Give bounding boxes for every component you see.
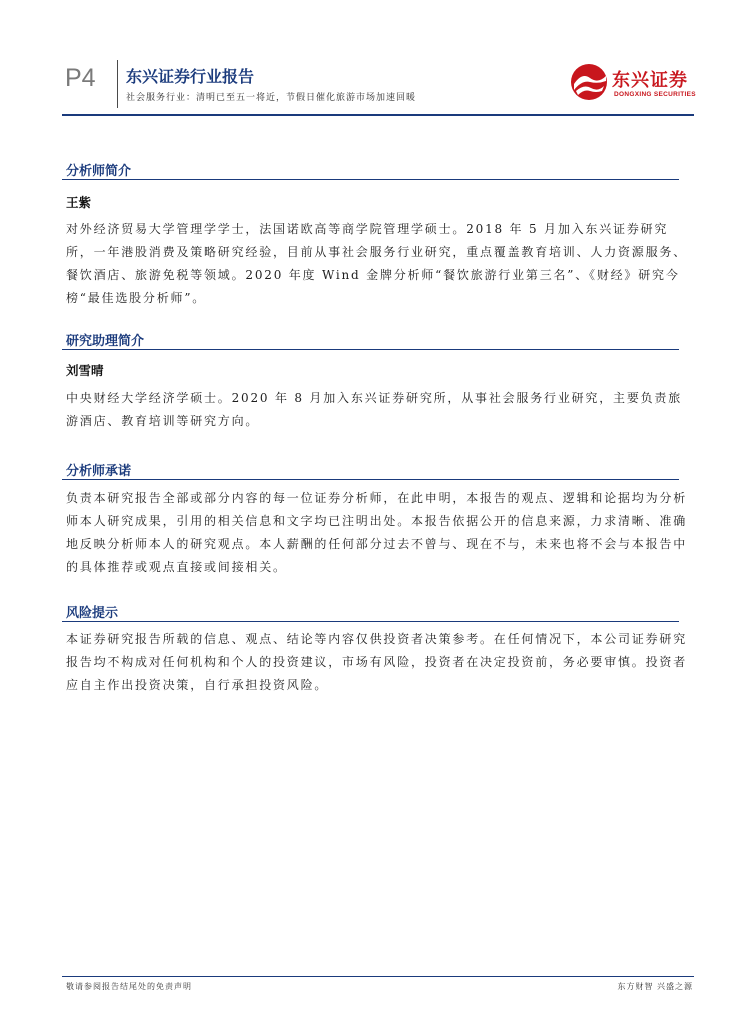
section-rule bbox=[62, 179, 679, 180]
logo-name-en: DONGXING SECURITIES bbox=[614, 91, 696, 98]
header-rule bbox=[62, 114, 694, 116]
logo-name-cn: 东兴证券 bbox=[612, 70, 688, 91]
section-title-analyst-pledge: 分析师承诺 bbox=[66, 464, 132, 479]
header-divider bbox=[117, 60, 118, 108]
section-title-analyst-intro: 分析师简介 bbox=[66, 164, 132, 179]
footer-slogan: 东方财智 兴盛之源 bbox=[617, 982, 693, 991]
analyst-name: 王紫 bbox=[66, 195, 92, 210]
report-type-title: 东兴证券行业报告 bbox=[126, 67, 255, 86]
footer-rule bbox=[62, 976, 694, 977]
analyst-bio: 对外经济贸易大学管理学学士，法国诺欧高等商学院管理学硕士。2018 年 5 月加入东兴证券研究所，一年港股消费及策略研究经验，目前从事社会服务行业研究，重点覆盖教育培训、人力资源服务、餐饮酒店、旅游免税等领域。2020 年度 Wind 金牌分析师“餐饮旅游行业第三名”、《财经》研究今榜“最佳选股分析师”。 bbox=[66, 222, 688, 305]
assistant-bio: 中央财经大学经济学硕士。2020 年 8 月加入东兴证券研究所，从事社会服务行业研究，主要负责旅游酒店、教育培训等研究方向。 bbox=[66, 391, 683, 428]
section-rule bbox=[62, 479, 679, 480]
section-title-assistant-intro: 研究助理简介 bbox=[66, 334, 145, 349]
page-number: P4 bbox=[65, 64, 96, 92]
section-title-risk-warning: 风险提示 bbox=[66, 606, 119, 621]
footer-disclaimer-note: 敬请参阅报告结尾处的免责声明 bbox=[66, 982, 192, 991]
report-subtitle: 社会服务行业：清明已至五一将近，节假日催化旅游市场加速回暖 bbox=[126, 93, 417, 103]
company-logo bbox=[568, 62, 696, 106]
page-header bbox=[0, 0, 755, 118]
analyst-pledge-text: 负责本研究报告全部或部分内容的每一位证券分析师，在此申明，本报告的观点、逻辑和论据均为分析师本人研究成果，引用的相关信息和文字均已注明出处。本报告依据公开的信息来源，力求清晰、准确地反映分析师本人的研究观点。本人薪酬的任何部分过去不曾与、现在不与，未来也将不会与本报告中的具体推荐或观点直接或间接相关。 bbox=[66, 491, 688, 574]
assistant-name: 刘雪晴 bbox=[66, 363, 104, 378]
section-rule bbox=[62, 349, 679, 350]
risk-warning-text: 本证券研究报告所载的信息、观点、结论等内容仅供投资者决策参考。在任何情况下，本公司证券研究报告均不构成对任何机构和个人的投资建议，市场有风险，投资者在决定投资前，务必要审慎。投资者应自主作出投资决策，自行承担投资风险。 bbox=[66, 632, 688, 692]
dongxing-logo-icon bbox=[568, 62, 610, 102]
section-rule bbox=[62, 621, 679, 622]
